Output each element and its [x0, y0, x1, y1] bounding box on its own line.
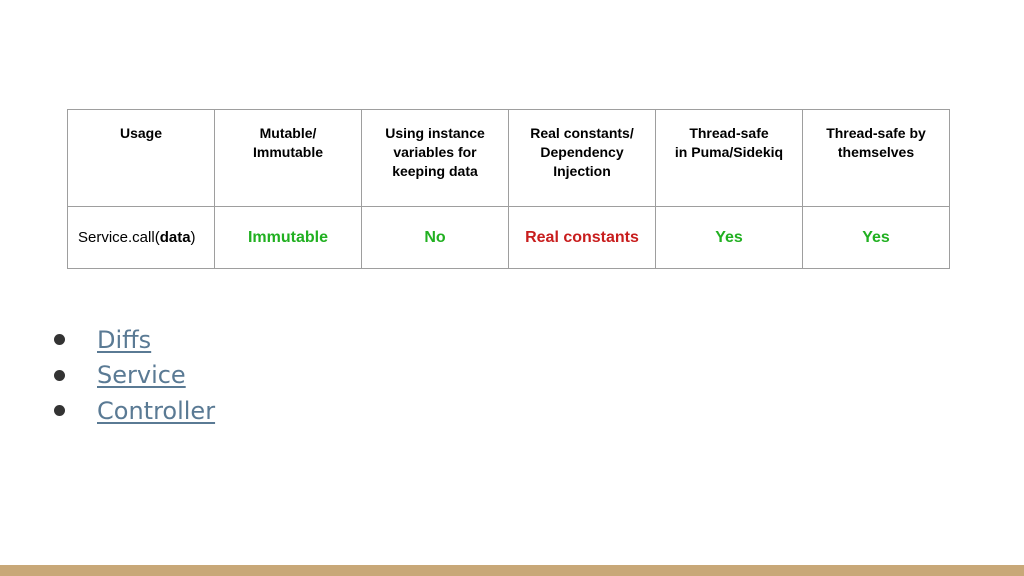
- link-controller[interactable]: Controller: [97, 396, 216, 425]
- usage-suffix: ): [190, 229, 196, 246]
- table-row: [68, 207, 950, 269]
- comparison-table: [67, 109, 950, 269]
- bullet-icon: [54, 370, 65, 381]
- footer-bar: [0, 565, 1024, 576]
- header-thread-safe-puma: Thread-safe in Puma/Sidekiq: [656, 110, 803, 207]
- cell-thread-safe-puma: Yes: [656, 207, 803, 269]
- list-item: [52, 322, 215, 358]
- usage-arg: data: [159, 229, 191, 246]
- cell-constants: Real constants: [509, 207, 656, 269]
- header-constants: Real constants/ Dependency Injection: [509, 110, 656, 207]
- header-mutable: Mutable/ Immutable: [215, 110, 362, 207]
- cell-thread-safe-self: Yes: [803, 207, 950, 269]
- bullet-icon: [54, 405, 65, 416]
- cell-usage: [68, 207, 215, 269]
- link-diffs[interactable]: Diffs: [97, 325, 152, 354]
- cell-instance-vars: No: [362, 207, 509, 269]
- link-service[interactable]: Service: [97, 361, 186, 390]
- list-item: [52, 358, 215, 394]
- header-instance-vars: Using instance variables for keeping data: [362, 110, 509, 207]
- header-usage: Usage: [68, 110, 215, 207]
- table-header-row: [68, 110, 950, 207]
- header-thread-safe-self: Thread-safe by themselves: [803, 110, 950, 207]
- list-item: [52, 393, 215, 429]
- usage-prefix: Service.call(: [78, 229, 160, 246]
- cell-mutable: Immutable: [215, 207, 362, 269]
- bullet-icon: [54, 334, 65, 345]
- link-list: [52, 322, 215, 429]
- comparison-table-wrapper: [67, 109, 950, 269]
